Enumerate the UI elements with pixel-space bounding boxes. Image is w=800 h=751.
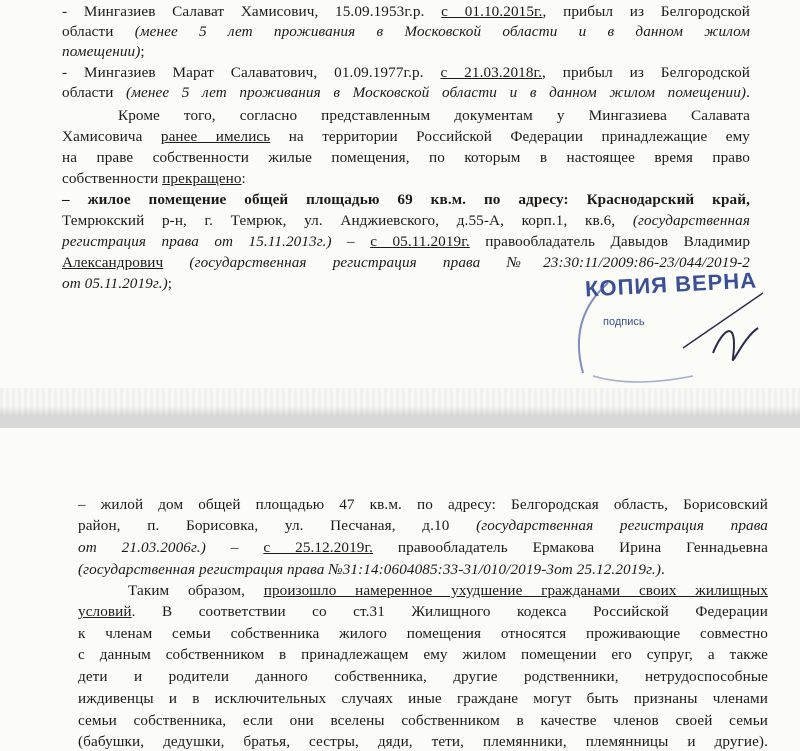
text-segment: Темрюкский р-н, г. Темрюк, ул. Анджиевского, д.55-А, корп.1, кв.6, [62, 212, 633, 229]
text-line [62, 63, 750, 83]
text-segment: . [746, 84, 750, 101]
text-segment: собственности [62, 170, 163, 187]
text-segment: на территории Российской Федерации принадлежащие ему [270, 128, 750, 145]
text-segment: – [331, 233, 371, 250]
text-segment: - Мингазиев Салават Хамисович, 15.09.1953г.р. [62, 3, 442, 20]
text-segment: дети и родители данного собственника, другие родственники, нетрудоспособные [78, 668, 768, 685]
text-segment: Александрович [62, 254, 164, 271]
text-segment: с 25.12.2019г. [263, 539, 373, 556]
text-segment: прекращено [162, 170, 242, 187]
text-segment: (государственная регистрация права [476, 517, 769, 534]
text-line [78, 495, 768, 515]
stamp-signature-label: подпись [603, 316, 645, 328]
text-segment: с 01.10.2015г. [441, 3, 543, 20]
text-line [62, 232, 750, 252]
text-segment: (менее 5 лет проживания в Московской области и в данном жилом помещении) [126, 84, 747, 101]
text-line [62, 127, 750, 147]
text-segment: от 21.03.2006г.) [78, 539, 206, 556]
text-segment: области [62, 23, 135, 40]
text-segment: (бабушки, дедушки, братья, сестры, дяди, тети, племянники, племянницы и другие). [78, 733, 768, 750]
text-segment: ранее имелись [160, 128, 271, 145]
text-line [128, 581, 768, 601]
text-line [62, 190, 750, 210]
text-line [78, 689, 768, 709]
text-line [78, 538, 768, 558]
text-line [62, 274, 172, 294]
text-segment: к членам семьи собственника жилого помещения относятся проживающие совместно [78, 625, 768, 642]
text-segment: (менее 5 лет проживания в Московской области и в данном жилом [134, 23, 751, 40]
text-segment: регистрация права от 15.11.2013г.) [62, 233, 332, 250]
text-line [118, 106, 750, 126]
text-segment: условий [78, 603, 132, 620]
text-segment: . [660, 561, 665, 578]
text-line [62, 148, 750, 168]
text-line [78, 645, 768, 665]
certified-copy-stamp [555, 250, 785, 380]
text-segment: (государственная регистрация права №31:14:0604085:33-31/010/2019-3от 25.12.2019г.) [78, 561, 661, 578]
text-segment: произошло намеренное ухудшение гражданами своих жилищных [263, 582, 768, 599]
text-segment: правообладатель Ермакова Ирина Геннадьевна [373, 539, 768, 556]
text-segment: ; [140, 43, 145, 60]
text-line [78, 624, 768, 644]
text-segment: (государственная [632, 212, 750, 229]
text-segment: иждивенцы и в исключительных случаях иные граждане могут быть признаны членами [78, 690, 768, 707]
text-segment: Кроме того, согласно представленным документам у Мингазиева Салавата [118, 107, 750, 124]
text-line [62, 42, 145, 62]
text-segment: , прибыл из Белгородской [542, 64, 751, 81]
text-line [62, 169, 246, 189]
text-segment: . В соответствии со ст.31 Жилищного кодекса Российской Федерации [131, 603, 768, 620]
text-segment: - Мингазиев Марат Салаватович, 01.09.1977г.р. [62, 64, 441, 81]
text-line [62, 211, 750, 231]
document-page-2 [0, 428, 800, 751]
text-segment: правообладатель Давыдов Владимир [469, 233, 751, 250]
text-line [78, 667, 768, 687]
text-line [78, 602, 768, 622]
text-segment: Таким образом, [128, 582, 264, 599]
stamp-title: КОПИЯ ВЕРНА [584, 267, 758, 302]
text-line [62, 83, 750, 103]
text-line [78, 560, 665, 580]
text-line [62, 22, 750, 42]
text-segment: от 05.11.2019г.) [62, 275, 168, 292]
text-segment: с данным собственником в принадлежащем ему жилом помещении его супруг, а также [78, 646, 768, 663]
text-segment: ; [167, 275, 173, 292]
text-segment: области [62, 84, 127, 101]
text-segment: район, п. Борисовка, ул. Песчаная, д.10 [78, 517, 477, 534]
text-segment: – жилой дом общей площадью 47 кв.м. по адресу: Белгородская область, Борисовский [78, 496, 768, 513]
text-segment: : [241, 170, 246, 187]
text-segment: (государственная регистрация права №23:30:11/2009:86-23/044/2019-2 [189, 254, 750, 271]
text-line [78, 732, 768, 751]
text-segment: с 21.03.2018г. [440, 64, 543, 81]
text-segment: – [205, 539, 264, 556]
text-segment: помещении) [62, 43, 141, 60]
text-segment: на праве собственности жилые помещения, по которым в настоящее время право [62, 149, 750, 166]
text-segment [163, 254, 189, 271]
text-segment: – жилое помещение общей площадью 69 кв.м. по адресу: Краснодарский край, [62, 191, 750, 208]
text-line [78, 711, 768, 731]
text-line [78, 516, 768, 536]
text-segment: , прибыл из Белгородской [542, 3, 750, 20]
text-segment: Хамисовича [62, 128, 161, 145]
text-segment: с 05.11.2019г. [370, 233, 470, 250]
text-line [62, 2, 750, 22]
text-segment: семьи собственника, если они вселены собственником в качестве членов своей семьи [78, 712, 768, 729]
